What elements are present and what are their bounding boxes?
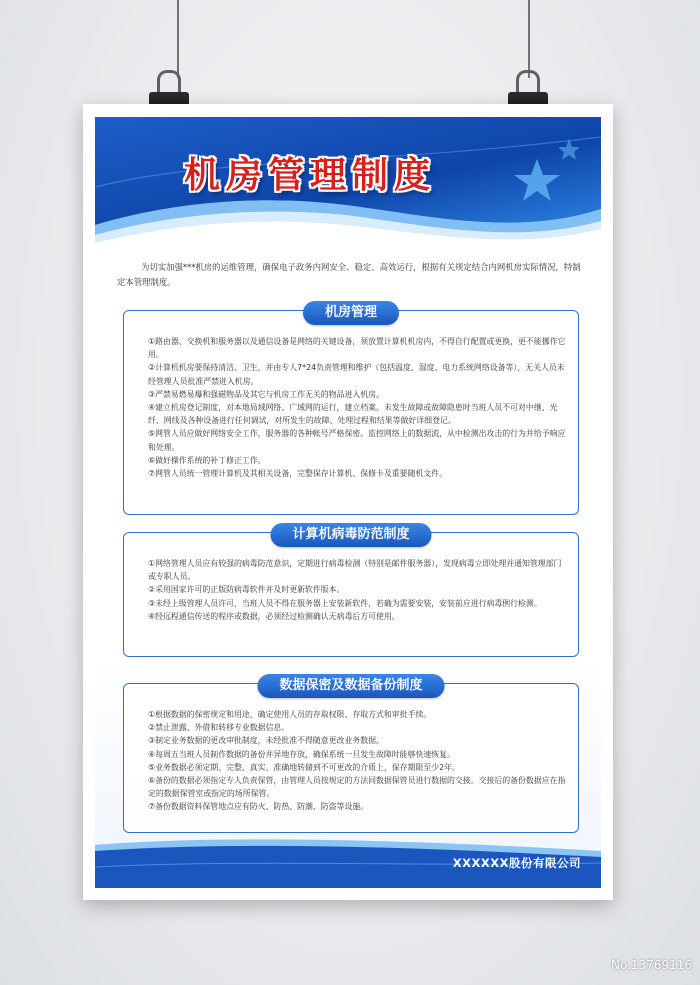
- poster-content: [95, 117, 601, 888]
- section-heading: 计算机病毒防范制度: [270, 523, 431, 547]
- intro-paragraph: 为切实加强***机房的运维管理，确保电子政务内网安全、稳定、高效运行，根据有关规定结合内网机房实际情况，特制定本管理制度。: [117, 262, 581, 287]
- list-item: ⑤网管人员应做好网络安全工作，服务器的各种帐号严格保密。监控网络上的数据流，从中检测出攻击的行为并给予响应和处理。: [148, 429, 566, 452]
- section-machine-room: [123, 305, 579, 515]
- list-item: ②采用国家许可的正版防病毒软件并及时更新软件版本。: [148, 585, 345, 595]
- section-heading: 数据保密及数据备份制度: [257, 674, 444, 698]
- section-body: [148, 557, 568, 623]
- company-name: XXXXXX股份有限公司: [452, 856, 581, 870]
- section-virus-prevention: [123, 527, 579, 657]
- section-body: [148, 335, 568, 480]
- list-item: ⑦网管人员统一管理计算机及其相关设备，完整保存计算机、保修卡及重要随机文件。: [148, 469, 448, 479]
- list-item: ②计算机机房要保持清洁、卫生，并由专人7*24负责管理和维护（包括温度、湿度、电力系统网络设备等），无关人员未经管理人员批准严禁进入机房。: [148, 363, 565, 386]
- list-item: ④经远程通信传送的程序或数据，必须经过检测确认无病毒后方可使用。: [148, 611, 400, 621]
- list-item: ⑤业务数据必须定期、完整、真实、准确地转储到不可更改的介质上，保存期限至少2年。: [148, 762, 460, 772]
- list-item: ⑦备份数据资料保管地点应有防火、防热、防潮、防盗等设施。: [148, 802, 369, 812]
- list-item: ③严禁易燃易爆和强磁物品及其它与机房工作无关的物品进入机房。: [148, 389, 384, 399]
- image-number: No.13769116: [611, 958, 692, 972]
- section-body: [148, 708, 568, 814]
- section-heading: 机房管理: [303, 301, 399, 325]
- page-title: 机房管理制度: [183, 155, 436, 196]
- poster: [83, 104, 613, 900]
- list-item: ⑥做好操作系统的补丁修正工作。: [148, 455, 266, 465]
- list-item: ①网络管理人员应有较强的病毒防范意识，定期进行病毒检测（特别是邮件服务器），发现病毒立即处理并通知管理部门或专职人员。: [148, 559, 562, 582]
- list-item: ②禁止泄露、外借和转移专业数据信息。: [148, 723, 290, 733]
- list-item: ③制定业务数据的更改审批制度，未经批准不得随意更改业务数据。: [148, 736, 384, 746]
- hanging-wire-right: [528, 0, 530, 78]
- list-item: ⑥备份的数据必须指定专人负责保管，由管理人员按规定的方法同数据保管员进行数据的交接。交接后的备份数据应在指定的数据保管室或指定的场所保管。: [148, 776, 566, 799]
- list-item: ①根据数据的保密规定和用途，确定使用人员的存取权限、存取方式和审批手续。: [148, 710, 432, 719]
- list-item: ③未经上级管理人员许可，当班人员不得在服务器上安装新软件，若确为需要安装，安装前应进行病毒例行检测。: [148, 598, 542, 608]
- section-data-backup: [123, 678, 579, 833]
- list-item: ④每周五当班人员制作数据的备份并异地存放，确保系统一旦发生故障时能够快速恢复。: [148, 749, 455, 759]
- list-item: ④建立机房登记制度，对本地局域网络、广域网的运行，建立档案。未发生故障或故障隐患时当班人员不可对中继、光纤、网线及各种设备进行任何调试，对所发生的故障、处理过程和结果等做好详细登记。: [148, 403, 558, 426]
- list-item: ①路由器、交换机和服务器以及通信设备是网络的关键设备，须放置计算机机房内，不得自行配置或更换，更不能挪作它用。: [148, 337, 566, 360]
- hanging-wire-left: [177, 0, 179, 78]
